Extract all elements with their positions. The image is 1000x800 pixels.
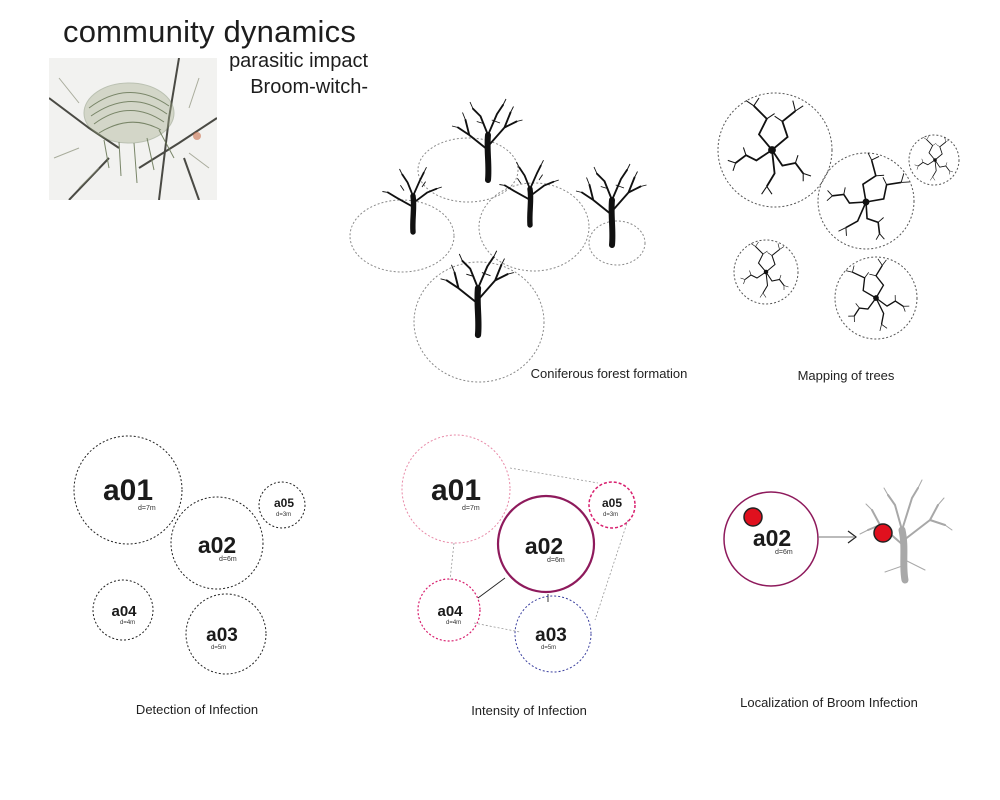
node-diameter: d=5m: [541, 645, 557, 651]
coniferous-forest-diagram: [350, 99, 647, 382]
node-id: a02: [197, 532, 237, 558]
node-id: a01: [102, 474, 154, 507]
node-id: a02: [752, 525, 792, 551]
node-id: a04: [437, 603, 463, 620]
node-diameter: d=4m: [120, 620, 136, 626]
node-id: a04: [111, 603, 137, 620]
node-id: a01: [430, 474, 482, 507]
page-title: community dynamics: [63, 14, 357, 49]
caption-detection: Detection of Infection: [135, 702, 259, 717]
tree-mapping-diagram: [718, 93, 959, 339]
node-id: a03: [535, 625, 567, 646]
node-id: a03: [206, 625, 238, 646]
caption-mapping: Mapping of trees: [797, 368, 895, 383]
node-diameter: d=3m: [603, 512, 619, 518]
caption-coniferous: Coniferous forest formation: [530, 366, 688, 381]
caption-intensity: Intensity of Infection: [471, 703, 587, 718]
infection-marker-tree: [874, 524, 892, 542]
node-id: a02: [524, 533, 564, 559]
node-diameter: d=3m: [276, 512, 292, 518]
detection-diagram: [74, 436, 305, 674]
node-diameter: d=6m: [219, 556, 237, 563]
caption-localization: Localization of Broom Infection: [740, 695, 918, 710]
node-diameter: d=4m: [446, 620, 462, 626]
page-subtitle-broom: Broom-witch-: [250, 76, 368, 98]
page-subtitle-parasitic: parasitic impact: [229, 50, 368, 72]
node-diameter: d=5m: [211, 645, 227, 651]
node-id: a05: [601, 496, 623, 510]
node-diameter: d=7m: [138, 505, 156, 512]
node-labels: [103, 474, 793, 651]
node-diameter: d=6m: [775, 549, 793, 556]
node-id: a05: [273, 496, 295, 510]
intensity-diagram: [402, 435, 635, 672]
infection-marker: [744, 508, 762, 526]
node-diameter: d=7m: [462, 505, 480, 512]
node-diameter: d=6m: [547, 557, 565, 564]
